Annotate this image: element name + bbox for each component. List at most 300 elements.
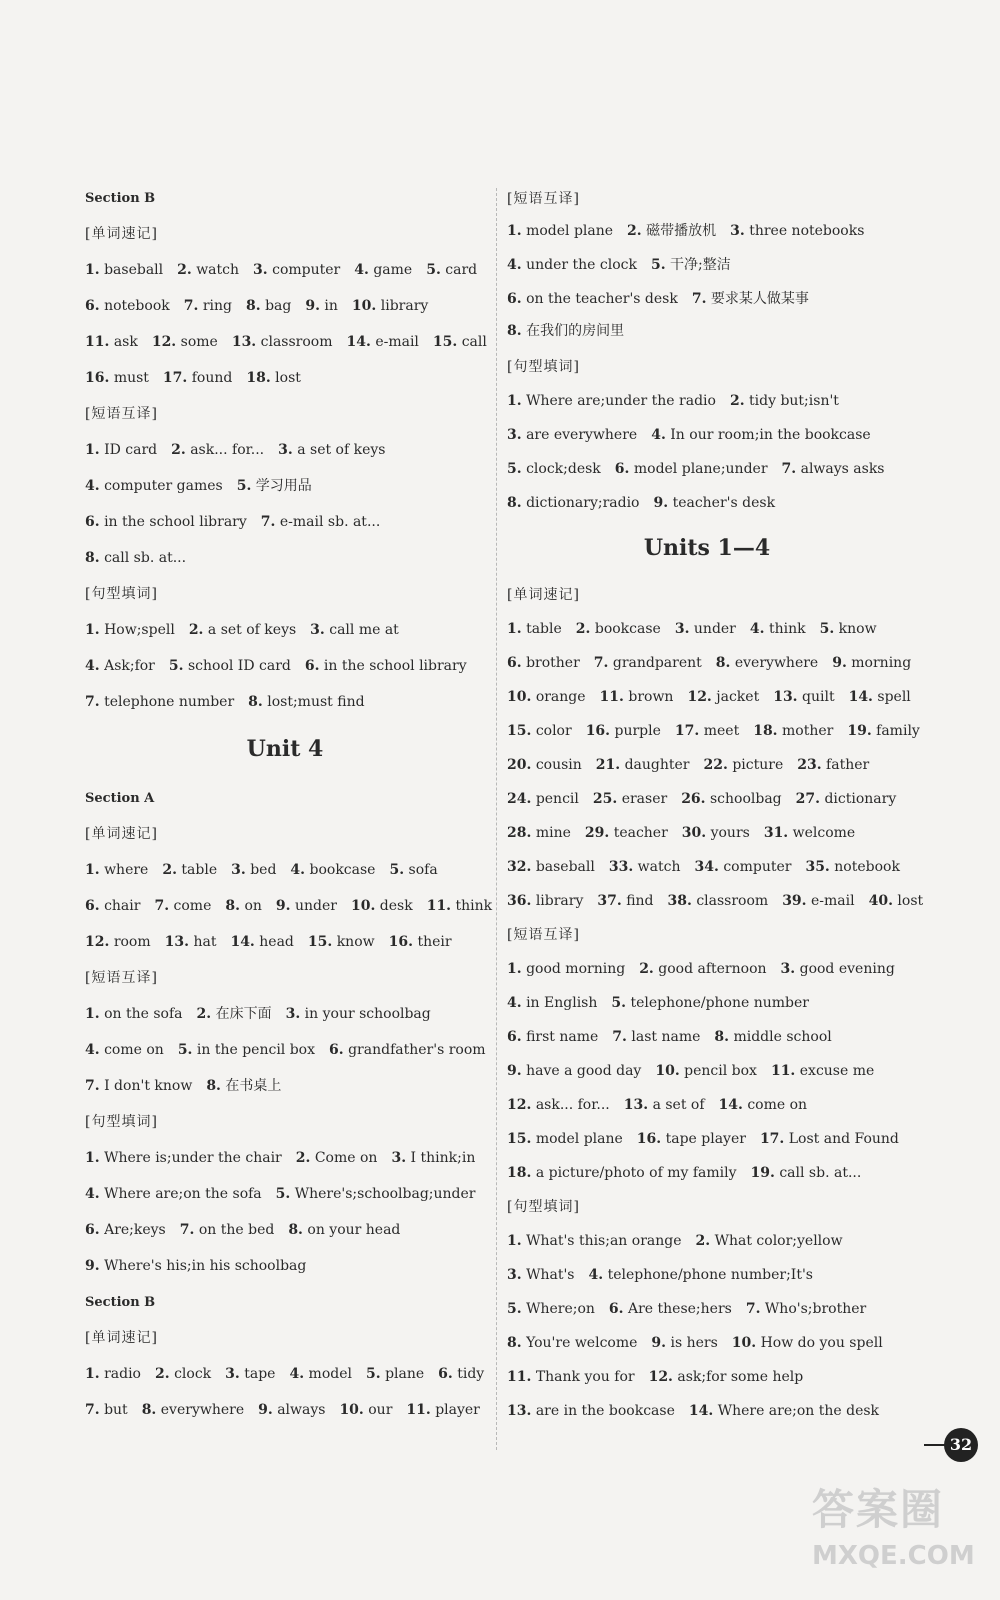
item-number: 5. (168, 658, 184, 674)
item-answer: lost (897, 893, 924, 909)
answer-item (507, 1131, 623, 1147)
answer-item (352, 298, 428, 314)
item-answer: computer games (104, 478, 223, 494)
answer-item (406, 1402, 480, 1418)
item-answer: some (180, 334, 218, 350)
item-answer: ask;for some help (677, 1369, 804, 1385)
item-number: 6. (614, 461, 630, 477)
answer-row (85, 441, 399, 459)
item-number: 3. (253, 262, 268, 278)
answer-row (85, 693, 379, 711)
item-answer: in (324, 298, 338, 314)
item-answer: a set of (652, 1097, 705, 1113)
answer-row (507, 460, 899, 478)
item-number: 8. (714, 1029, 730, 1045)
item-number: 1. (507, 961, 522, 977)
item-answer: table (526, 621, 562, 637)
item-number: 18. (246, 370, 271, 386)
item-answer: father (826, 757, 870, 773)
item-answer: found (191, 370, 233, 386)
item-number: 9. (507, 1063, 522, 1079)
item-answer: our (368, 1402, 393, 1418)
item-number: 3. (285, 1006, 301, 1022)
item-answer: in the school library (323, 658, 467, 674)
item-answer: tape (244, 1366, 276, 1382)
item-number: 6. (304, 658, 320, 674)
exercise-type-label: [句型填词] (507, 1199, 580, 1215)
answer-row (507, 688, 925, 706)
answer-row (507, 892, 937, 910)
item-answer: e-mail (811, 893, 855, 909)
answer-item (85, 862, 148, 878)
item-answer: tape player (665, 1131, 746, 1147)
answer-row (507, 256, 745, 274)
answer-row (85, 369, 315, 387)
item-number: 16. (585, 723, 611, 739)
item-number: 31. (763, 825, 789, 841)
item-answer: are in the bookcase (535, 1403, 675, 1419)
item-number: 11. (406, 1402, 431, 1418)
answer-item (339, 1402, 392, 1418)
item-number: 5. (236, 478, 252, 494)
exercise-type-label: [短语互译] (85, 406, 158, 422)
answer-item (507, 825, 571, 841)
item-number: 5. (611, 995, 627, 1011)
item-answer: their (417, 934, 452, 950)
answer-item (85, 1186, 262, 1202)
answer-item (169, 658, 291, 674)
item-answer: telephone/phone number (630, 995, 809, 1011)
item-number: 8. (85, 550, 100, 566)
item-answer: telephone number (104, 694, 235, 710)
answer-item (507, 621, 562, 637)
answer-item (651, 1335, 717, 1351)
answer-row (85, 1149, 489, 1167)
item-answer: Where's his;in his schoolbag (104, 1258, 307, 1274)
item-answer: Are these;hers (628, 1301, 732, 1317)
answer-item (576, 621, 661, 637)
answer-item (85, 1150, 282, 1166)
item-number: 4. (290, 862, 306, 878)
answer-item (507, 961, 625, 977)
item-number: 14. (848, 689, 873, 705)
item-number: 4. (289, 1366, 305, 1382)
answer-item (507, 1063, 641, 1079)
page-number-dash (924, 1444, 946, 1446)
item-answer: mother (782, 723, 834, 739)
answer-item (507, 859, 595, 875)
item-answer: card (445, 262, 478, 278)
answer-item (305, 658, 467, 674)
answer-row (507, 960, 909, 978)
item-answer: daughter (624, 757, 690, 773)
item-answer: In our room;in the bookcase (670, 427, 871, 443)
answer-row (85, 657, 481, 675)
answer-item (507, 495, 639, 511)
item-number: 3. (780, 961, 796, 977)
answer-row (507, 994, 823, 1012)
item-answer: family (876, 723, 920, 739)
item-number: 4. (507, 995, 522, 1011)
item-answer: What's (526, 1267, 575, 1283)
item-answer: telephone/phone number;It's (607, 1267, 813, 1283)
item-answer: What's this;an orange (526, 1233, 682, 1249)
item-number: 5. (426, 262, 441, 278)
item-answer: Thank you for (535, 1369, 635, 1385)
item-answer: watch (637, 859, 681, 875)
item-number: 15. (507, 723, 532, 739)
answer-row (85, 1221, 414, 1239)
item-answer: everywhere (160, 1402, 245, 1418)
item-answer: computer (272, 262, 341, 278)
item-answer: clock;desk (526, 461, 601, 477)
answer-item (152, 334, 218, 350)
answer-item (232, 334, 333, 350)
item-answer: bookcase (594, 621, 661, 637)
item-number: 6. (85, 514, 100, 530)
answer-item (651, 257, 731, 273)
answer-row (85, 1041, 500, 1059)
item-number: 4. (507, 257, 522, 273)
item-answer: You're welcome (526, 1335, 638, 1351)
answer-item (85, 442, 157, 458)
item-number: 13. (623, 1097, 649, 1113)
answer-item (596, 757, 690, 773)
item-number: 6. (507, 1029, 522, 1045)
item-number: 8. (715, 655, 731, 671)
item-number: 3. (674, 621, 690, 637)
item-answer: radio (104, 1366, 141, 1382)
item-number: 38. (667, 893, 692, 909)
answer-item (427, 898, 492, 914)
answer-row (85, 897, 506, 915)
item-answer: bookcase (309, 862, 376, 878)
answer-item (389, 862, 437, 878)
item-number: 11. (507, 1369, 532, 1385)
answer-item (286, 1006, 431, 1022)
item-answer: ask... for... (535, 1097, 610, 1113)
item-answer: where (104, 862, 149, 878)
answer-item (310, 622, 399, 638)
item-number: 20. (507, 757, 532, 773)
answer-item (351, 898, 413, 914)
item-answer: yours (710, 825, 750, 841)
answer-item (154, 898, 211, 914)
answer-item (438, 1366, 484, 1382)
item-answer: on your head (307, 1222, 401, 1238)
page-number: 32 (944, 1428, 978, 1462)
answer-item (597, 893, 653, 909)
item-answer: model plane;under (633, 461, 768, 477)
item-number: 9. (653, 495, 669, 511)
item-number: 16. (636, 1131, 662, 1147)
item-number: 24. (507, 791, 532, 807)
item-number: 14. (346, 334, 371, 350)
item-answer: library (380, 298, 429, 314)
answer-item (507, 393, 716, 409)
item-answer: tidy (457, 1366, 485, 1382)
item-number: 1. (507, 1233, 522, 1249)
answer-item (237, 478, 312, 494)
answer-row (507, 494, 789, 512)
item-number: 7. (260, 514, 276, 530)
answer-item (231, 862, 276, 878)
item-number: 5. (650, 257, 666, 273)
item-answer: cousin (535, 757, 582, 773)
answer-item (507, 1029, 598, 1045)
answer-row (85, 861, 452, 879)
item-number: 13. (164, 934, 189, 950)
answer-item (627, 223, 716, 239)
item-answer: first name (526, 1029, 599, 1045)
item-answer: brother (526, 655, 580, 671)
item-number: 11. (426, 898, 452, 914)
answer-item (760, 1131, 899, 1147)
item-answer: ring (202, 298, 232, 314)
answer-item (85, 694, 234, 710)
answer-item (832, 655, 911, 671)
watermark-site: MXQE.COM (812, 1541, 975, 1571)
watermark-logo (812, 1480, 982, 1590)
item-answer: Ask;for (104, 658, 155, 674)
answer-item (655, 1063, 757, 1079)
item-answer: jacket (716, 689, 760, 705)
item-answer: a picture/photo of my family (535, 1165, 737, 1181)
item-answer: watch (196, 262, 240, 278)
answer-item (391, 1150, 475, 1166)
answer-item (162, 862, 217, 878)
item-answer: clock (174, 1366, 212, 1382)
item-number: 7. (85, 694, 100, 710)
item-answer: are everywhere (526, 427, 638, 443)
item-number: 17. (162, 370, 188, 386)
answer-row (507, 426, 885, 444)
answer-item (85, 1222, 166, 1238)
item-answer: school ID card (187, 658, 291, 674)
answer-row (507, 858, 914, 876)
item-number: 2. (695, 1233, 711, 1249)
answer-item (797, 757, 869, 773)
answer-item (782, 461, 885, 477)
item-number: 9. (305, 298, 320, 314)
item-answer: 磁带播放机 (646, 223, 717, 239)
item-answer: dictionary;radio (526, 495, 640, 511)
item-number: 2. (729, 393, 745, 409)
item-answer: sofa (408, 862, 438, 878)
answer-item (781, 961, 895, 977)
answer-item (639, 961, 766, 977)
item-answer: orange (535, 689, 586, 705)
answer-row (507, 1232, 857, 1250)
item-number: 19. (750, 1165, 775, 1181)
answer-row (507, 824, 869, 842)
answer-item (589, 1267, 814, 1283)
item-answer: on the bed (198, 1222, 275, 1238)
item-answer: library (535, 893, 584, 909)
item-number: 7. (179, 1222, 195, 1238)
item-number: 12. (687, 689, 712, 705)
item-answer: How do you spell (760, 1335, 883, 1351)
answer-item (85, 370, 149, 386)
item-number: 3. (310, 622, 325, 638)
item-answer: good morning (526, 961, 626, 977)
answer-item (507, 723, 572, 739)
item-number: 32. (507, 859, 532, 875)
answer-item (593, 791, 667, 807)
item-answer: player (435, 1402, 480, 1418)
answer-item (290, 862, 375, 878)
item-answer: model (308, 1366, 352, 1382)
item-number: 10. (351, 298, 377, 314)
answer-row (85, 1365, 498, 1383)
answer-row (507, 1402, 893, 1420)
item-number: 8. (141, 1402, 157, 1418)
answer-row (507, 790, 910, 808)
column-divider (496, 188, 497, 1450)
answer-item (675, 621, 736, 637)
item-answer: Where are;on the desk (717, 1403, 880, 1419)
item-number: 1. (507, 621, 522, 637)
item-number: 8. (507, 1335, 522, 1351)
item-number: 13. (231, 334, 257, 350)
answer-item (753, 723, 833, 739)
answer-item (773, 689, 834, 705)
answer-item (85, 298, 170, 314)
item-number: 29. (584, 825, 610, 841)
item-number: 6. (507, 655, 522, 671)
item-number: 9. (832, 655, 847, 671)
answer-item (692, 291, 809, 307)
answer-row (507, 1096, 821, 1114)
answer-item (165, 934, 217, 950)
answer-item (609, 859, 681, 875)
answer-item (585, 825, 668, 841)
answer-row (507, 392, 853, 410)
item-number: 17. (674, 723, 700, 739)
item-number: 6. (85, 1222, 100, 1238)
item-number: 5. (275, 1186, 291, 1202)
answer-row (507, 1368, 817, 1386)
item-answer: call (461, 334, 487, 350)
answer-item (507, 427, 637, 443)
item-answer: come (173, 898, 212, 914)
item-answer: plane (385, 1366, 425, 1382)
answer-item (85, 934, 151, 950)
item-answer: ID card (104, 442, 158, 458)
item-answer: purple (614, 723, 661, 739)
item-number: 25. (592, 791, 618, 807)
item-answer: 在我们的房间里 (526, 323, 625, 339)
item-number: 4. (85, 478, 100, 494)
item-answer: under (294, 898, 337, 914)
answer-item (171, 442, 264, 458)
item-number: 3. (278, 442, 293, 458)
item-answer: picture (732, 757, 784, 773)
answer-item (586, 723, 661, 739)
answer-row (507, 1266, 827, 1284)
item-answer: welcome (792, 825, 856, 841)
item-number: 7. (593, 655, 609, 671)
answer-item (507, 323, 624, 339)
item-answer: grandparent (612, 655, 702, 671)
answer-item (178, 1042, 315, 1058)
exercise-type-label: [短语互译] (507, 191, 580, 207)
item-answer: 干净;整洁 (670, 257, 731, 273)
answer-row (507, 756, 883, 774)
answer-item (796, 791, 897, 807)
answer-item (85, 1402, 128, 1418)
answer-item (730, 223, 864, 239)
item-answer: classroom (696, 893, 769, 909)
answer-item (347, 334, 419, 350)
item-answer: three notebooks (749, 223, 865, 239)
answer-item (746, 1301, 866, 1317)
item-number: 6. (507, 291, 522, 307)
item-number: 1. (85, 1006, 100, 1022)
answer-item (764, 825, 855, 841)
answer-item (308, 934, 375, 950)
item-answer: in English (526, 995, 598, 1011)
item-number: 7. (85, 1078, 100, 1094)
item-number: 5. (507, 461, 522, 477)
item-number: 22. (703, 757, 728, 773)
watermark-text: 答案圈 (812, 1485, 945, 1534)
item-number: 14. (688, 1403, 714, 1419)
item-number: 2. (295, 1150, 311, 1166)
answer-item (507, 893, 583, 909)
item-answer: 在书桌上 (225, 1078, 282, 1094)
item-number: 8. (206, 1078, 221, 1094)
answer-item (305, 298, 338, 314)
answer-item (732, 1335, 883, 1351)
item-answer: Lost and Found (788, 1131, 899, 1147)
answer-row (85, 621, 413, 639)
item-number: 6. (608, 1301, 624, 1317)
answer-item (177, 262, 239, 278)
answer-row (507, 1334, 897, 1352)
answer-item (716, 655, 818, 671)
item-number: 15. (507, 1131, 532, 1147)
item-number: 16. (388, 934, 413, 950)
item-answer: color (535, 723, 572, 739)
answer-item (85, 622, 175, 638)
answer-row (507, 1062, 888, 1080)
item-number: 7. (691, 291, 707, 307)
item-answer: Where's;schoolbag;under (294, 1186, 476, 1202)
answer-item (253, 262, 340, 278)
item-answer: think (455, 898, 493, 914)
item-number: 3. (507, 427, 522, 443)
item-answer: excuse me (799, 1063, 875, 1079)
answer-item (668, 893, 769, 909)
item-answer: lost;must find (267, 694, 365, 710)
item-number: 10. (339, 1402, 364, 1418)
answer-row (85, 1257, 320, 1275)
item-number: 5. (177, 1042, 193, 1058)
exercise-type-label: [单词速记] (85, 1330, 158, 1346)
item-answer: I think;in (410, 1150, 476, 1166)
answer-row (507, 222, 878, 240)
answer-item (681, 791, 781, 807)
item-answer: morning (851, 655, 912, 671)
answer-item (730, 393, 839, 409)
answer-item (704, 757, 784, 773)
item-number: 4. (651, 427, 666, 443)
answer-item (689, 1403, 879, 1419)
answer-item (847, 723, 919, 739)
item-number: 1. (85, 442, 100, 458)
answer-item (696, 1233, 843, 1249)
